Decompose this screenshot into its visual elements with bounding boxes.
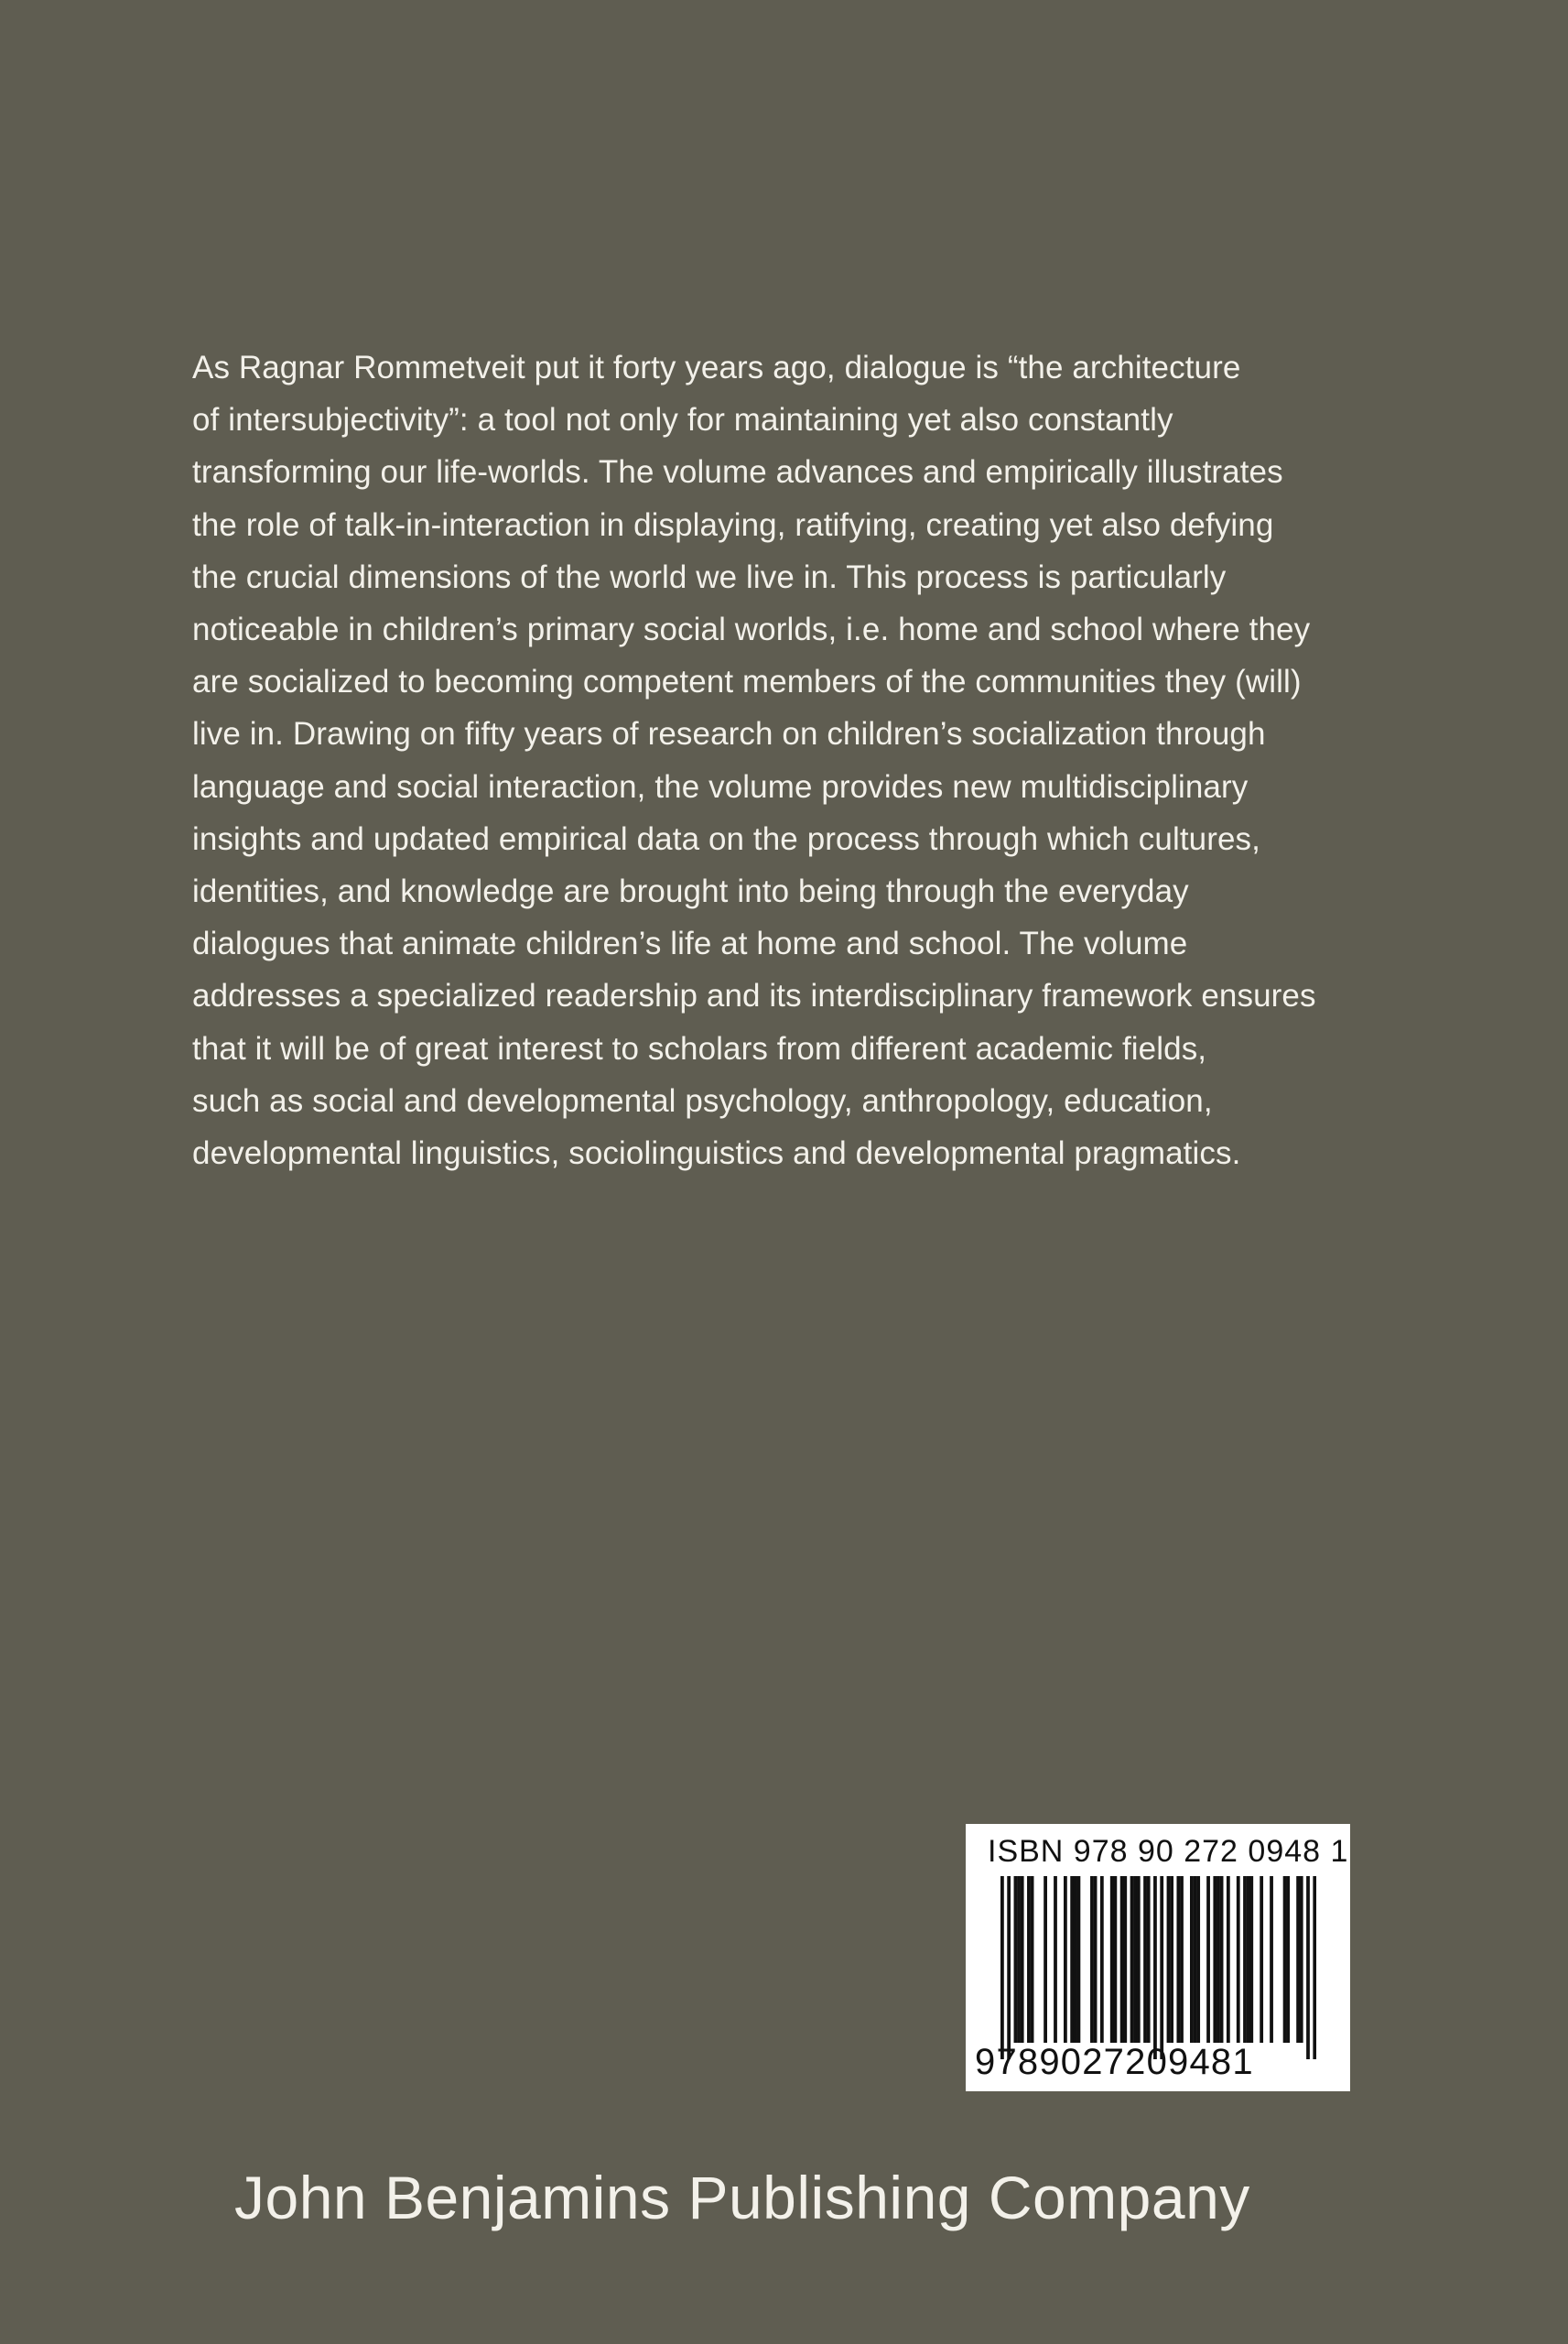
barcode-bar <box>1220 1876 1224 2043</box>
barcode-bar <box>1113 1876 1117 2043</box>
blurb-line: identities, and knowledge are brought into being through the everyday <box>192 874 1189 910</box>
blurb-line: live in. Drawing on fifty years of research on children’s socialization through <box>192 716 1266 753</box>
barcode-bar <box>1213 1876 1217 2043</box>
barcode-bar <box>1007 1876 1011 2059</box>
blurb-line: the crucial dimensions of the world we live in. This process is particularly <box>192 559 1227 595</box>
publisher-name: John Benjamins Publishing Company <box>234 2164 1250 2231</box>
barcode-bar <box>1000 1876 1004 2059</box>
barcode-bar <box>1074 1876 1077 2043</box>
isbn-number: ISBN 978 90 272 0948 1 <box>988 1834 1349 1869</box>
barcode-bar <box>1027 1876 1031 2043</box>
barcode-bar <box>1247 1876 1250 2043</box>
blurb-line: insights and updated empirical data on the process through which cultures, <box>192 820 1260 857</box>
barcode-bar <box>1143 1876 1147 2043</box>
barcode-digits: 9789027209481 <box>975 2042 1254 2082</box>
barcode-bar <box>1137 1876 1141 2043</box>
barcode-bar <box>1100 1876 1104 2043</box>
barcode-bar <box>1313 1876 1316 2059</box>
barcode-bar <box>1070 1876 1074 2043</box>
blurb-line: developmental linguistics, sociolinguistics and developmental pragmatics. <box>192 1135 1241 1172</box>
barcode-bar <box>1090 1876 1094 2043</box>
barcode-bar <box>1167 1876 1171 2043</box>
barcode-bar <box>1300 1876 1303 2043</box>
barcode-bar <box>1286 1876 1290 2043</box>
barcode-bar <box>1217 1876 1220 2043</box>
barcode-bar <box>1130 1876 1134 2043</box>
barcode-bar <box>1306 1876 1310 2059</box>
barcode-bar <box>1170 1876 1173 2043</box>
barcode-bar <box>1243 1876 1247 2043</box>
barcode-bar <box>1110 1876 1114 2043</box>
barcode-bar <box>1196 1876 1200 2043</box>
barcode-bar <box>1180 1876 1184 2043</box>
barcode-bar <box>1160 1876 1163 2059</box>
blurb-line: language and social interaction, the volume provides new multidisciplinary <box>192 768 1249 805</box>
barcode-bar <box>1296 1876 1300 2043</box>
barcode-bar <box>1206 1876 1210 2043</box>
barcode-bar <box>1249 1876 1253 2043</box>
barcode-bar <box>1176 1876 1180 2043</box>
barcode-bar <box>1147 1876 1151 2043</box>
blurb-line: addresses a specialized readership and its interdisciplinary framework ensures <box>192 978 1316 1015</box>
barcode-bar <box>1094 1876 1098 2043</box>
blurb-line: such as social and developmental psychology, anthropology, education, <box>192 1082 1213 1119</box>
barcode-bar <box>1044 1876 1047 2043</box>
barcode-bar <box>1064 1876 1067 2043</box>
barcode-bar <box>1237 1876 1240 2043</box>
barcode-bar <box>1133 1876 1137 2043</box>
blurb-line: the role of talk-in-interaction in displaying, ratifying, creating yet also defying <box>192 506 1274 543</box>
blurb-line: As Ragnar Rommetveit put it forty years ago, dialogue is “the architecture <box>192 350 1241 385</box>
barcode-bar <box>1194 1876 1197 2043</box>
blurb-line: noticeable in children’s primary social worlds, i.e. home and school where they <box>192 612 1311 648</box>
blurb-line: that it will be of great interest to scholars from different academic fields, <box>192 1030 1207 1067</box>
barcode-bar <box>1021 1876 1024 2043</box>
barcode-bar <box>1120 1876 1124 2043</box>
barcode-bar <box>1054 1876 1057 2043</box>
barcode-bar <box>1031 1876 1034 2043</box>
isbn-barcode-label <box>966 1824 1350 2091</box>
barcode-bar <box>1270 1876 1273 2043</box>
barcode-image <box>1000 1876 1316 2059</box>
barcode-bar <box>1283 1876 1287 2043</box>
blurb-line: of intersubjectivity”: a tool not only for maintaining yet also constantly <box>192 402 1173 439</box>
barcode-bar <box>1017 1876 1021 2043</box>
barcode-bar <box>1227 1876 1230 2043</box>
barcode-bar <box>1014 1876 1018 2043</box>
barcode-bar <box>1123 1876 1127 2043</box>
barcode-bar <box>1190 1876 1194 2043</box>
barcode-bar <box>1260 1876 1263 2043</box>
back-cover-blurb <box>192 342 1382 1179</box>
barcode-bar <box>1077 1876 1081 2043</box>
blurb-line: are socialized to becoming competent members of the communities they (will) <box>192 664 1302 700</box>
blurb-line: dialogues that animate children’s life at home and school. The volume <box>192 926 1188 962</box>
blurb-line: transforming our life-worlds. The volume advances and empirically illustrates <box>192 454 1283 491</box>
barcode-bar <box>1153 1876 1157 2059</box>
